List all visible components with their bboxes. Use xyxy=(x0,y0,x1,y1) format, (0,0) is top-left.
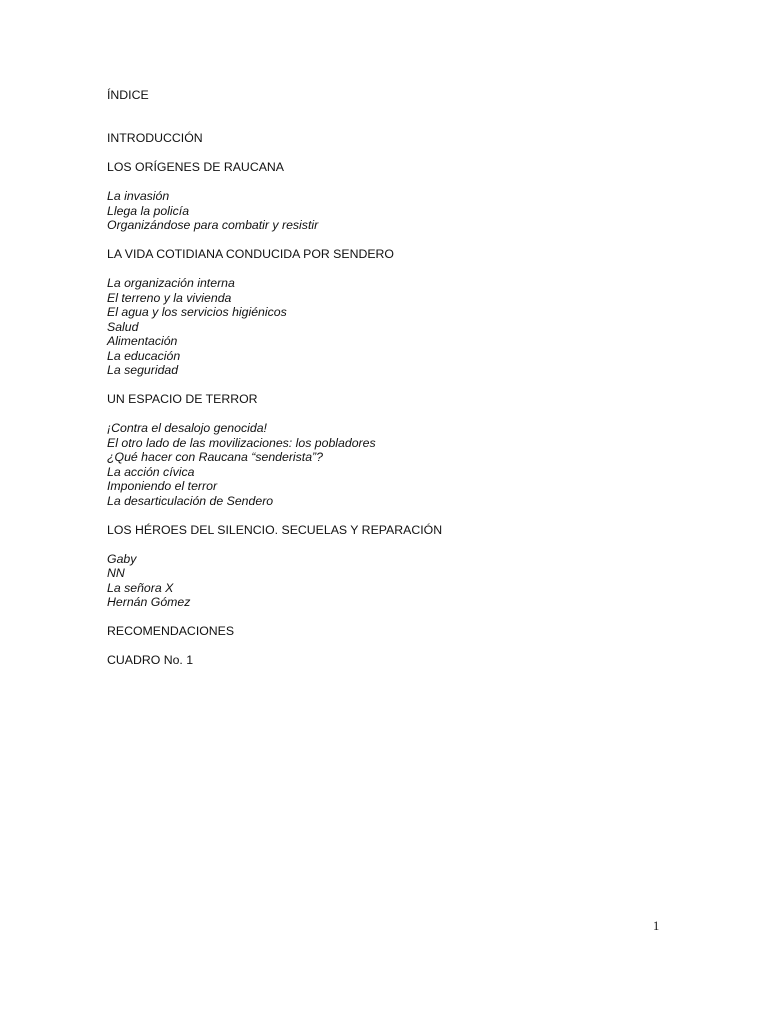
toc-section xyxy=(107,392,667,508)
subsection-item: La desarticulación de Sendero xyxy=(107,493,274,508)
subsection-item: ¿Qué hacer con Raucana “senderista”? xyxy=(107,450,323,464)
toc-title: ÍNDICE xyxy=(107,88,149,102)
subsection-list xyxy=(107,276,667,378)
subsection-item: La acción cívica xyxy=(107,464,195,479)
toc-section xyxy=(107,160,667,233)
toc-section xyxy=(107,653,667,668)
section-heading-vida-cotidiana: LA VIDA COTIDIANA CONDUCIDA POR SENDERO xyxy=(107,247,394,261)
subsection-item: Organizándose para combatir y resistir xyxy=(107,218,319,232)
section-heading-introduccion: INTRODUCCIÓN xyxy=(107,131,203,145)
toc-section xyxy=(107,131,667,146)
subsection-item: NN xyxy=(107,566,125,580)
toc-section xyxy=(107,523,667,610)
toc-section xyxy=(107,247,667,378)
subsection-item: La seguridad xyxy=(107,363,179,377)
toc-section xyxy=(107,624,667,639)
subsection-item: Alimentación xyxy=(107,334,178,348)
subsection-item: Imponiendo el terror xyxy=(107,479,218,493)
section-heading-cuadro: CUADRO No. 1 xyxy=(107,653,194,667)
subsection-item: El otro lado de las movilizaciones: los pobladores xyxy=(107,435,376,450)
subsection-item: La educación xyxy=(107,348,181,363)
subsection-item: La organización interna xyxy=(107,276,235,290)
section-heading-origenes: LOS ORÍGENES DE RAUCANA xyxy=(107,160,284,174)
subsection-item: Gaby xyxy=(107,551,137,566)
subsection-list xyxy=(107,189,667,233)
section-heading-recomendaciones: RECOMENDACIONES xyxy=(107,624,235,638)
subsection-list xyxy=(107,552,667,610)
table-of-contents xyxy=(107,88,667,682)
section-heading-heroes: LOS HÉROES DEL SILENCIO. SECUELAS Y REPARACIÓN xyxy=(107,522,443,537)
subsection-item: El agua y los servicios higiénicos xyxy=(107,305,287,319)
subsection-item: La invasión xyxy=(107,189,170,203)
section-heading-espacio-terror: UN ESPACIO DE TERROR xyxy=(107,392,258,406)
page-number: 1 xyxy=(653,919,660,933)
subsection-item: El terreno y la vivienda xyxy=(107,290,232,305)
subsection-item: Llega la policía xyxy=(107,203,190,218)
subsection-item: Hernán Gómez xyxy=(107,595,191,609)
subsection-item: ¡Contra el desalojo genocida! xyxy=(107,421,267,435)
subsection-item: La señora X xyxy=(107,580,174,595)
subsection-list xyxy=(107,421,667,508)
subsection-item: Salud xyxy=(107,319,139,334)
